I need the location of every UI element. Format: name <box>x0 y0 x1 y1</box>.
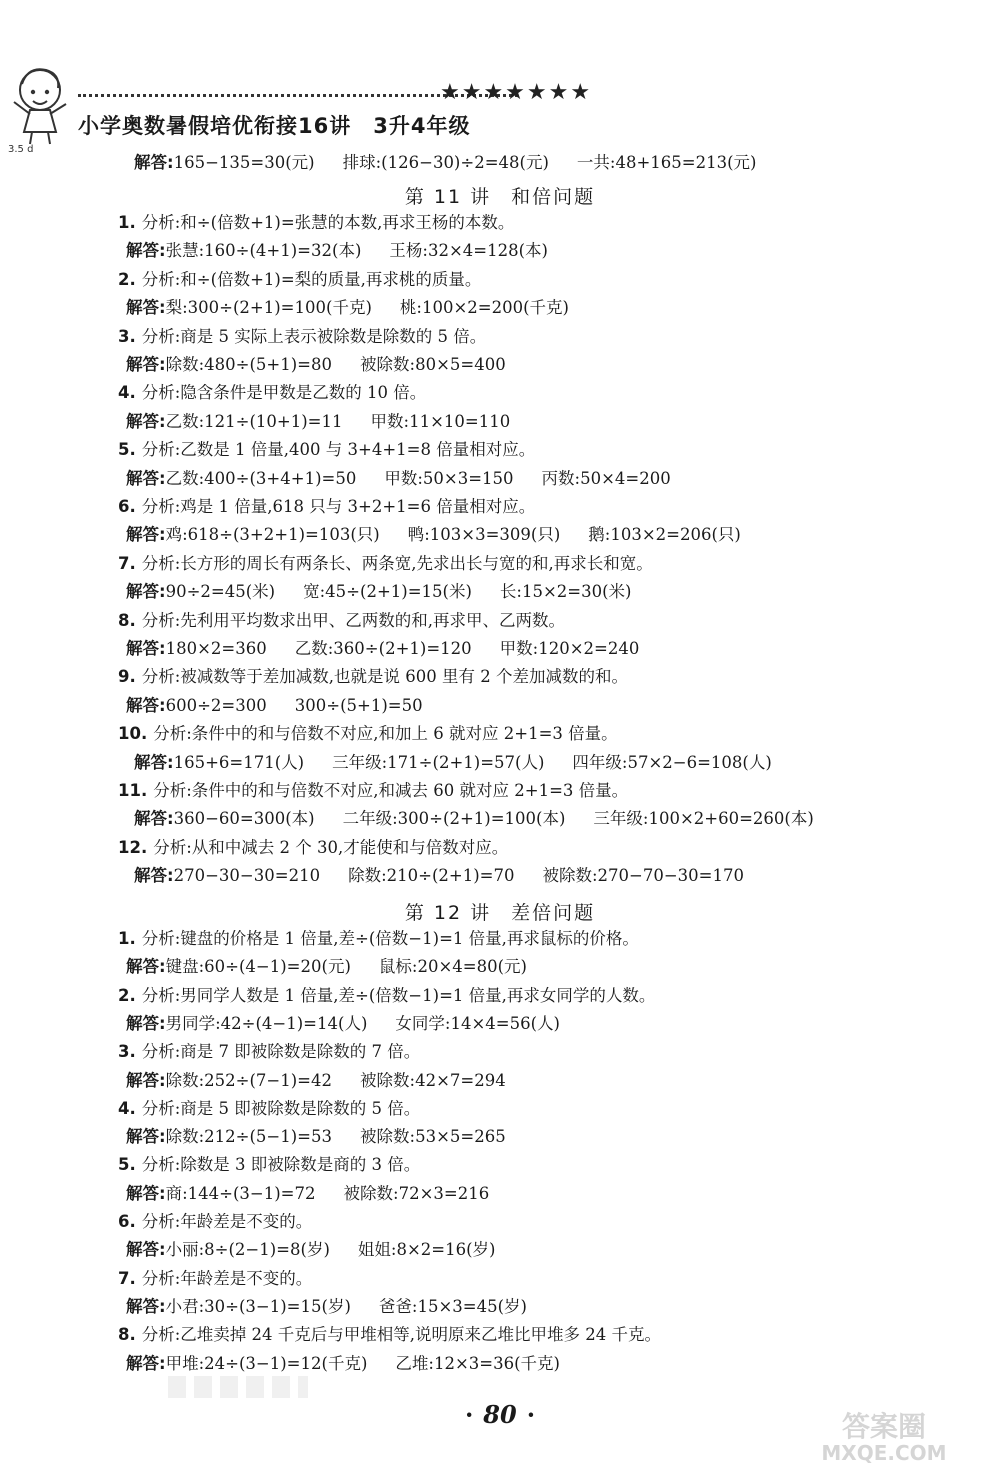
answer-step: 鸡:618÷(3+2+1)=103(只) <box>165 525 380 545</box>
problem-number: 6. <box>118 497 136 516</box>
answer-step: 270−30−30=210 <box>173 866 321 886</box>
answer-step: 爸爸:15×3=45(岁) <box>378 1296 527 1316</box>
problem-analysis <box>118 780 628 802</box>
problem-answer <box>126 638 639 660</box>
answer-label: 解答: <box>126 355 166 374</box>
problem-analysis <box>118 553 653 575</box>
problem-number: 7. <box>118 553 136 573</box>
answer-step: 甲数:50×3=150 <box>384 468 514 488</box>
answer-step: 90÷2=45(米) <box>165 582 276 602</box>
problem-answer <box>126 1353 560 1375</box>
book-title: 小学奥数暑假培优衔接16讲 3升4年级 <box>78 114 471 138</box>
problem-analysis <box>118 985 655 1007</box>
answer-step: 鼠标:20×4=80(元) <box>378 957 527 977</box>
answer-step: 除数:252÷(7−1)=42 <box>165 1070 333 1090</box>
page-number: · 80 · <box>464 1400 536 1429</box>
problem-number: 4. <box>118 383 136 403</box>
problem-number: 8. <box>118 610 136 630</box>
answer-step: 300÷(5+1)=50 <box>294 695 423 715</box>
answer-label: 解答: <box>126 525 166 545</box>
answer-step: 姐姐:8×2=16(岁) <box>357 1240 496 1260</box>
answer-step: 小君:30÷(3−1)=15(岁) <box>165 1296 351 1316</box>
answer-label: 解答: <box>134 866 174 886</box>
intro-answer: 解答:165−135=30(元) 排球:(126−30)÷2=48(元) 一共:48+165=213(元) <box>134 153 757 172</box>
svg-text:答案圈: 答案圈 <box>841 1410 927 1443</box>
answer-label: 解答: <box>126 1070 166 1090</box>
answer-step: 乙数:360÷(2+1)=120 <box>294 639 472 658</box>
answer-step: 男同学:42÷(4−1)=14(人) <box>165 1013 368 1033</box>
problem-number: 5. <box>118 440 136 460</box>
problem-answer <box>134 752 772 774</box>
problem-answer <box>126 1126 506 1148</box>
analysis-text: 分析:商是 5 实际上表示被除数是除数的 5 倍。 <box>141 326 487 346</box>
answer-step: 鹅:103×2=206(只) <box>588 525 741 545</box>
answer-label: 解答: <box>126 1240 166 1260</box>
answer-label: 解答: <box>134 809 174 829</box>
analysis-text: 分析:从和中减去 2 个 30,才能使和与倍数对应。 <box>153 837 509 857</box>
section-12-title: 第 12 讲 差倍问题 <box>404 902 596 924</box>
answer-step: 乙数:400÷(3+4+1)=50 <box>165 468 357 488</box>
problem-analysis <box>118 1324 661 1346</box>
problem-analysis <box>118 212 514 234</box>
analysis-text: 分析:键盘的价格是 1 倍量,差÷(倍数−1)=1 倍量,再求鼠标的价格。 <box>141 929 639 948</box>
answer-label: 解答: <box>126 695 166 715</box>
problem-number: 4. <box>118 1098 136 1118</box>
problem-analysis <box>118 1041 420 1063</box>
answer-label: 解答: <box>134 153 174 172</box>
answer-step: 张慧:160÷(4+1)=32(本) <box>165 241 362 261</box>
mascot-text: 3.5 d <box>8 144 34 154</box>
problem-answer <box>126 1070 506 1092</box>
problem-analysis <box>118 496 535 518</box>
section-11-title: 第 11 讲 和倍问题 <box>404 186 596 208</box>
analysis-text: 分析:年龄差是不变的。 <box>141 1212 313 1231</box>
answer-step: 乙数:121÷(10+1)=11 <box>165 411 343 431</box>
problem-answer <box>126 354 506 376</box>
problem-analysis <box>118 837 508 859</box>
answer-step: 180×2=360 <box>165 639 267 658</box>
answer-step: 长:15×2=30(米) <box>499 582 632 602</box>
answer-step: 女同学:14×4=56(人) <box>395 1013 560 1033</box>
answer-step: 被除数:53×5=265 <box>360 1127 506 1147</box>
problem-number: 10. <box>118 724 148 744</box>
problem-answer <box>126 240 548 262</box>
problem-answer <box>134 865 744 887</box>
faint-stamp-artifact <box>168 1376 308 1398</box>
problem-answer <box>126 1013 560 1035</box>
problem-analysis <box>118 928 639 950</box>
answer-label: 解答: <box>126 957 166 977</box>
problem-number: 2. <box>118 269 136 289</box>
analysis-text: 分析:乙数是 1 倍量,400 与 3+4+1=8 倍量相对应。 <box>141 440 536 460</box>
problem-number: 1. <box>118 929 136 948</box>
problem-number: 11. <box>118 781 148 800</box>
answer-step: 桃:100×2=200(千克) <box>399 298 569 318</box>
problem-number: 12. <box>118 837 148 857</box>
problem-number: 3. <box>118 326 136 346</box>
problem-answer <box>126 297 569 319</box>
problem-answer <box>126 411 510 433</box>
analysis-text: 分析:和÷(倍数+1)=张慧的本数,再求王杨的本数。 <box>141 213 515 232</box>
analysis-text: 分析:商是 5 即被除数是除数的 5 倍。 <box>141 1098 421 1118</box>
answer-label: 解答: <box>126 1013 166 1033</box>
analysis-text: 分析:年龄差是不变的。 <box>141 1268 313 1288</box>
problem-analysis <box>118 269 481 291</box>
answer-label: 解答: <box>126 639 166 658</box>
answer-step: 除数:212÷(5−1)=53 <box>165 1127 333 1147</box>
answer-label: 解答: <box>126 1353 166 1373</box>
header-stars-icon: ★★★★★★★ <box>440 80 593 105</box>
analysis-text: 分析:条件中的和与倍数不对应,和减去 60 就对应 2+1=3 倍量。 <box>153 781 629 800</box>
answer-label: 解答: <box>126 1296 166 1316</box>
problem-answer <box>134 808 814 830</box>
problem-answer <box>126 581 631 603</box>
analysis-text: 分析:条件中的和与倍数不对应,和加上 6 就对应 2+1=3 倍量。 <box>153 724 618 744</box>
analysis-text: 分析:隐含条件是甲数是乙数的 10 倍。 <box>141 383 427 403</box>
problem-answer <box>126 468 671 490</box>
problem-analysis <box>118 326 486 348</box>
analysis-text: 分析:长方形的周长有两条长、两条宽,先求出长与宽的和,再求长和宽。 <box>141 553 653 573</box>
problem-analysis <box>118 723 618 745</box>
problem-answer <box>126 956 527 978</box>
answer-step: 宽:45÷(2+1)=15(米) <box>303 582 472 602</box>
answer-step: 被除数:80×5=400 <box>360 355 506 374</box>
answer-label: 解答: <box>126 241 166 261</box>
problem-analysis <box>118 610 565 632</box>
analysis-text: 分析:男同学人数是 1 倍量,差÷(倍数−1)=1 倍量,再求女同学的人数。 <box>141 985 656 1005</box>
answer-step: 王杨:32×4=128(本) <box>389 241 548 261</box>
answer-step: 乙堆:12×3=36(千克) <box>395 1353 560 1373</box>
problem-analysis <box>118 1098 420 1120</box>
problem-number: 2. <box>118 985 136 1005</box>
answer-step: 丙数:50×4=200 <box>541 468 671 488</box>
problem-number: 9. <box>118 667 136 687</box>
answer-step: 除数:210÷(2+1)=70 <box>348 866 515 886</box>
problem-answer <box>126 695 423 717</box>
problem-analysis <box>118 1154 420 1176</box>
answer-label: 解答: <box>134 752 174 772</box>
problem-answer <box>126 524 741 546</box>
answer-label: 解答: <box>126 468 166 488</box>
answer-step: 600÷2=300 <box>165 695 267 715</box>
problem-answer <box>126 1239 495 1261</box>
problem-number: 3. <box>118 1042 136 1062</box>
answer-label: 解答: <box>126 1183 166 1203</box>
answer-step: 360−60=300(本) <box>173 809 315 829</box>
mascot-illustration <box>6 62 76 154</box>
answer-step: 除数:480÷(5+1)=80 <box>165 355 333 374</box>
answer-step: 小丽:8÷(2−1)=8(岁) <box>165 1240 330 1260</box>
answer-step: 被除数:270−70−30=170 <box>542 866 744 886</box>
problem-number: 5. <box>118 1155 136 1175</box>
answer-step: 二年级:300÷(2+1)=100(本) <box>342 809 566 829</box>
answer-step: 被除数:72×3=216 <box>343 1183 490 1203</box>
svg-text:MXQE.COM: MXQE.COM <box>821 1441 947 1464</box>
analysis-text: 分析:和÷(倍数+1)=梨的质量,再求桃的质量。 <box>141 269 482 289</box>
answer-label: 解答: <box>126 411 166 431</box>
analysis-text: 分析:乙堆卖掉 24 千克后与甲堆相等,说明原来乙堆比甲堆多 24 千克。 <box>141 1325 662 1345</box>
answer-step: 165+6=171(人) <box>173 752 305 772</box>
problem-number: 1. <box>118 213 136 232</box>
answer-label: 解答: <box>126 298 166 318</box>
answer-step: 商:144÷(3−1)=72 <box>165 1183 316 1203</box>
problem-analysis <box>118 439 535 461</box>
analysis-text: 分析:鸡是 1 倍量,618 只与 3+2+1=6 倍量相对应。 <box>141 497 536 516</box>
watermark-logo <box>784 1406 984 1464</box>
answer-step: 键盘:60÷(4−1)=20(元) <box>165 957 351 977</box>
problem-analysis <box>118 1268 312 1290</box>
answer-step: 鸭:103×3=309(只) <box>407 525 561 545</box>
answer-label: 解答: <box>126 582 166 602</box>
analysis-text: 分析:商是 7 即被除数是除数的 7 倍。 <box>141 1042 421 1062</box>
problem-analysis <box>118 1211 312 1233</box>
answer-step: 甲堆:24÷(3−1)=12(千克) <box>165 1353 368 1373</box>
answer-step: 甲数:120×2=240 <box>499 639 640 658</box>
problem-number: 7. <box>118 1268 136 1288</box>
answer-step: 三年级:100×2+60=260(本) <box>593 809 814 829</box>
answer-step: 三年级:171÷(2+1)=57(人) <box>332 752 545 772</box>
answer-step: 被除数:42×7=294 <box>360 1070 506 1090</box>
answer-step: 四年级:57×2−6=108(人) <box>572 752 772 772</box>
problem-answer <box>126 1296 527 1318</box>
problem-analysis <box>118 382 426 404</box>
answer-label: 解答: <box>126 1127 166 1147</box>
answer-step: 梨:300÷(2+1)=100(千克) <box>165 298 372 318</box>
analysis-text: 分析:先利用平均数求出甲、乙两数的和,再求甲、乙两数。 <box>141 610 566 630</box>
problem-answer <box>126 1183 489 1205</box>
problem-analysis <box>118 666 628 688</box>
answer-step: 甲数:11×10=110 <box>370 411 511 431</box>
problem-number: 8. <box>118 1325 136 1345</box>
analysis-text: 分析:除数是 3 即被除数是商的 3 倍。 <box>141 1155 421 1175</box>
problem-number: 6. <box>118 1212 136 1231</box>
analysis-text: 分析:被减数等于差加减数,也就是说 600 里有 2 个差加减数的和。 <box>141 667 629 687</box>
